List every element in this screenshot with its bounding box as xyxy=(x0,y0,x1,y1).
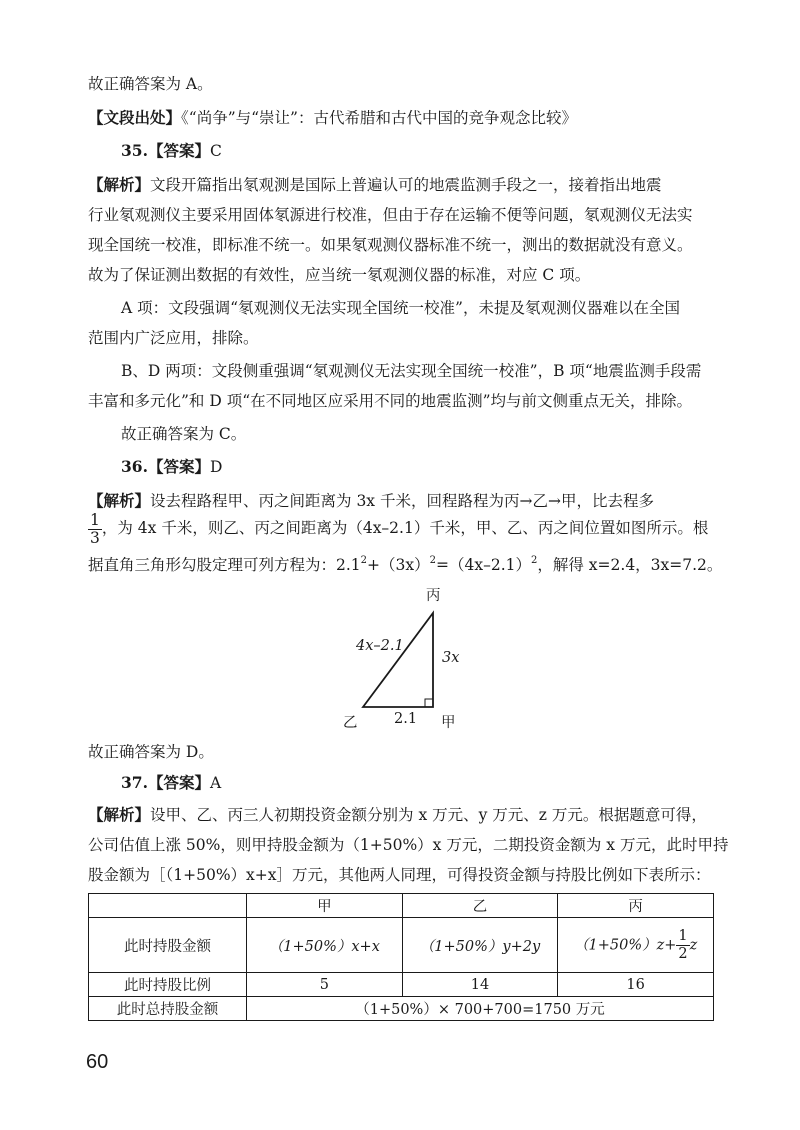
q37-answer: 37.【答案】A xyxy=(121,773,222,792)
q37-explanation-line: 【解析】设甲、乙、丙三人初期投资金额分别为 x 万元、y 万元、z 万元。根据题意可得， xyxy=(88,805,707,824)
q35-explanation-line: 【解析】文段开篇指出氡观测是国际上普遍认可的地震监测手段之一，接着指出地震 xyxy=(88,175,662,194)
table-cell: （1+50%）z+ $\frac{1}{2}$ z xyxy=(558,918,714,973)
q35-final: 故正确答案为 C。 xyxy=(121,425,247,443)
vertical-side-label: 3x xyxy=(442,650,460,666)
table-header-cell: 丙 xyxy=(558,894,714,918)
page-number: 60 xyxy=(86,1051,109,1073)
vertex-label-bing: 丙 xyxy=(426,588,441,604)
table-header-row xyxy=(89,894,714,918)
q35-option-a: 范围内广泛应用，排除。 xyxy=(88,329,259,347)
q35-explanation-line: 行业氡观测仪主要采用固体氡源进行校准，但由于存在运输不便等问题，氡观测仪无法实 xyxy=(88,206,693,224)
table-cell: 5 xyxy=(247,973,403,997)
q36-explanation-line: 【解析】设去程路程甲、丙之间距离为 3x 千米，回程路程为丙→乙→甲，比去程多 xyxy=(88,491,654,510)
q37-explanation-line: 公司估值上涨 50%，则甲持股金额为（1+50%）x 万元，二期投资金额为 x 万元，此时甲持 xyxy=(88,836,729,854)
q35-option-bd: 丰富和多元化”和 D 项“在不同地区应采用不同的地震监测”均与前文侧重点无关，排除。 xyxy=(88,392,693,410)
q35-answer: 35.【答案】C xyxy=(121,141,222,160)
table-row xyxy=(89,973,714,997)
table-cell: （1+50%）y+2y xyxy=(402,918,558,973)
q35-option-a: A 项：文段强调“氡观测仪无法实现全国统一校准”，未提及氡观测仪器难以在全国 xyxy=(121,299,680,317)
table-row xyxy=(89,918,714,973)
table-header-cell xyxy=(89,894,247,918)
right-triangle xyxy=(363,613,433,707)
q35-option-bd: B、D 两项：文段侧重强调“氡观测仪无法实现全国统一校准”，B 项“地震监测手段需 xyxy=(121,362,702,380)
table-cell: 此时总持股金额 xyxy=(89,997,247,1021)
table-row xyxy=(89,997,714,1021)
table-header-cell: 甲 xyxy=(247,894,403,918)
q35-explanation-line: 现全国统一校准，即标准不统一。如果氡观测仪器标准不统一，测出的数据就没有意义。 xyxy=(88,236,693,254)
shareholding-table xyxy=(88,893,714,1021)
q36-final: 故正确答案为 D。 xyxy=(88,743,214,761)
answer-line: 故正确答案为 A。 xyxy=(88,75,213,93)
table-cell: （1+50%）x+x xyxy=(247,918,403,973)
table-cell: （1+50%）× 700+700=1750 万元 xyxy=(247,997,714,1021)
table-cell: 16 xyxy=(558,973,714,997)
source-title: 《“尚争”与“崇让”：古代希腊和古代中国的竞争观念比较》 xyxy=(181,109,577,127)
right-angle-mark xyxy=(425,699,433,707)
table-header-cell: 乙 xyxy=(402,894,558,918)
q37-explanation-line: 股金额为［（1+50%）x+x］万元，其他两人同理，可得投资金额与持股比例如下表所示： xyxy=(88,866,711,884)
q35-explanation-line: 故为了保证测出数据的有效性，应当统一氡观测仪器的标准，对应 C 项。 xyxy=(88,266,591,284)
hypotenuse-label: 4x–2.1 xyxy=(356,638,404,654)
q36-equation: 据直角三角形勾股定理可列方程为：$2.1^2+(3x)^2=(4x-2.1)^2$，解得 x=2.4，3x=7.2。 xyxy=(88,555,723,574)
vertex-label-jia: 甲 xyxy=(441,715,456,731)
vertex-label-yi: 乙 xyxy=(343,715,358,731)
table-cell: 此时持股比例 xyxy=(89,973,247,997)
q36-answer: 36.【答案】D xyxy=(121,457,223,476)
table-cell: 14 xyxy=(402,973,558,997)
q36-explanation-line: $\frac{1}{3}$ ，为 4x 千米，则乙、丙之间距离为（4x–2.1）千米，甲、乙、丙之间位置如图所示。根 xyxy=(90,510,709,547)
source-label: 【文段出处】 xyxy=(88,108,182,127)
base-side-label: 2.1 xyxy=(394,711,418,727)
table-cell: 此时持股金额 xyxy=(89,918,247,973)
fraction-one-third: $\frac{1}{3}$ xyxy=(90,510,100,547)
